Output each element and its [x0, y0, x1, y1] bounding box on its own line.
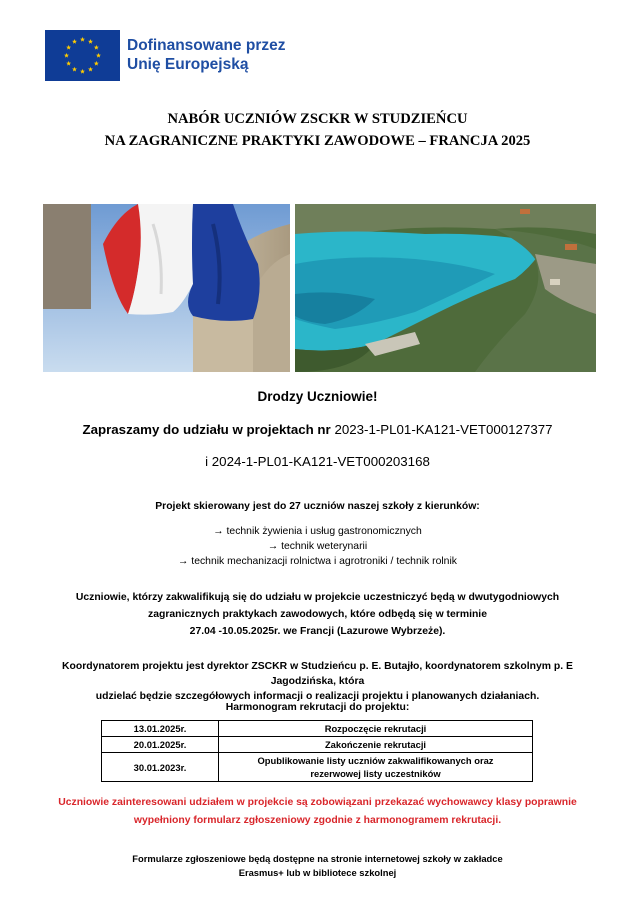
schedule-event-line2: rezerwowej listy uczestników: [310, 768, 441, 779]
coordinator-line1: Koordynatorem projektu jest dyrektor ZSCKR w Studzieńcu p. E. Butajło, koordynatorem szkolnym p. E Jagodzińska, która: [62, 661, 573, 687]
project-number-1: 2023-1-PL01-KA121-VET000127377: [334, 422, 553, 437]
description-line2: zagranicznych praktykach zawodowych, które odbędą się w terminie: [148, 609, 487, 620]
schedule-event-line1: Opublikowanie listy uczniów zakwalifikowanych oraz: [257, 755, 494, 766]
french-flag-photo: [43, 204, 290, 372]
table-row: [102, 753, 533, 782]
schedule-date: 30.01.2023r.: [102, 753, 219, 782]
notice-text: [0, 794, 635, 830]
invite-bold-text: Zapraszamy do udziału w projektach nr: [82, 422, 331, 437]
coordinator-info: [40, 659, 595, 704]
star-icon: [66, 44, 71, 49]
star-icon: [88, 66, 93, 71]
star-icon: [94, 44, 99, 49]
eu-funding-line1: Dofinansowane przez: [127, 37, 286, 54]
eu-funding-logo: [45, 29, 305, 81]
title-line1: NABÓR UCZNIÓW ZSCKR W STUDZIEŃCU: [167, 111, 468, 127]
forms-line2: Erasmus+ lub w bibliotece szkolnej: [238, 867, 397, 878]
notice-line2: wypełniony formularz zgłoszeniowy zgodnie z harmonogramem rekrutacji.: [133, 815, 502, 826]
star-icon: [64, 52, 69, 57]
list-item: → technik mechanizacji rolnictwa i agrotroniki / technik rolnik: [178, 556, 457, 567]
greeting: Drodzy Uczniowie!: [257, 389, 378, 404]
star-icon: [80, 36, 85, 41]
forms-line1: Formularze zgłoszeniowe będą dostępne na stronie internetowej szkoły w zakładce: [132, 853, 503, 864]
schedule-title: Harmonogram rekrutacji do projektu:: [225, 702, 410, 713]
eu-funding-text: [127, 36, 285, 74]
table-row: [102, 737, 533, 753]
schedule-event: Zakończenie rekrutacji: [219, 737, 533, 753]
notice-line1: Uczniowie zainteresowani udziałem w projekcie są zobowiązani przekazać wychowawcy klasy poprawnie: [58, 797, 577, 808]
star-icon: [66, 60, 71, 65]
course-list: [0, 524, 635, 569]
star-icon: [96, 52, 101, 57]
table-row: [102, 721, 533, 737]
schedule-date: 13.01.2025r.: [102, 721, 219, 737]
schedule-table: [101, 720, 533, 782]
star-icon: [94, 60, 99, 65]
list-item: → technik weterynarii: [267, 541, 368, 552]
star-icon: [72, 66, 77, 71]
schedule-event: [219, 753, 533, 782]
star-icon: [72, 39, 77, 44]
invite-line1: [0, 422, 635, 437]
eu-funding-line2: Unię Europejską: [127, 56, 249, 73]
star-icon: [88, 39, 93, 44]
eu-flag-icon: [45, 30, 120, 81]
list-item: → technik żywienia i usług gastronomicznych: [213, 526, 422, 537]
description-line1: Uczniowie, którzy zakwalifikują się do udziału w projekcie uczestniczyć będą w dwutygodniowych: [75, 592, 560, 603]
title-line2: NA ZAGRANICZNE PRAKTYKI ZAWODOWE – FRANCJA 2025: [104, 133, 531, 149]
coordinator-line2: udzielać będzie szczegółowych informacji o realizacji projektu i planowanych działaniach.: [95, 691, 540, 702]
project-description: [0, 589, 635, 640]
page-title: [0, 108, 635, 152]
star-icon: [80, 68, 85, 73]
schedule-date: 20.01.2025r.: [102, 737, 219, 753]
coastal-bay-photo: [295, 204, 596, 372]
forms-info: [0, 852, 635, 880]
target-group: Projekt skierowany jest do 27 uczniów naszej szkoły z kierunków:: [155, 501, 480, 512]
description-line3: 27.04 -10.05.2025r. we Francji (Lazurowe Wybrzeże).: [189, 626, 446, 637]
schedule-event: Rozpoczęcie rekrutacji: [219, 721, 533, 737]
project-number-2: i 2024-1-PL01-KA121-VET000203168: [205, 454, 430, 469]
